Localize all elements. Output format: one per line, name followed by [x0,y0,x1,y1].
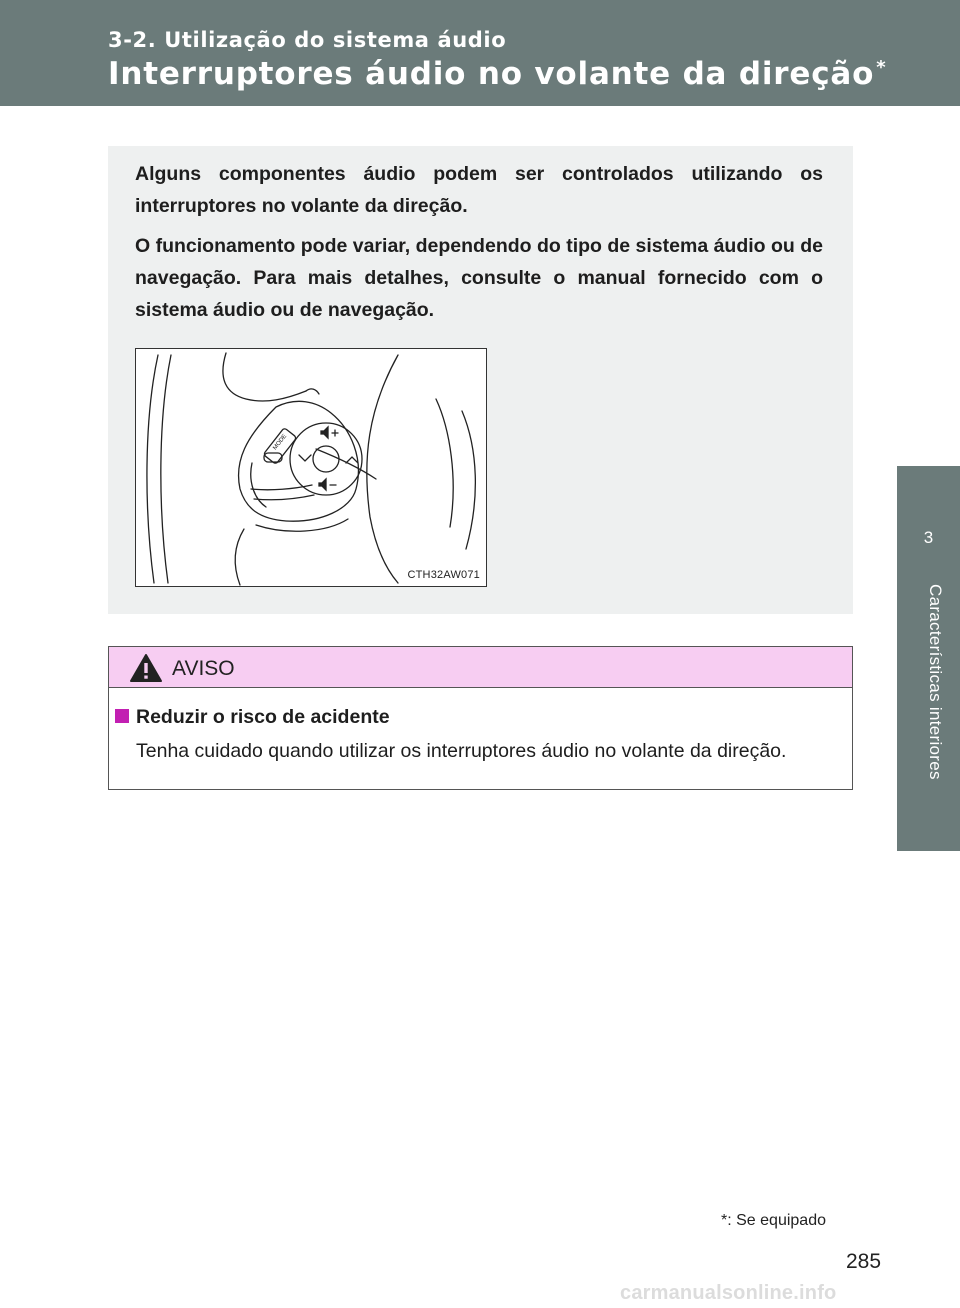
page-title [108,56,886,92]
mode-button-label: MODE [272,433,289,452]
intro-paragraph-2: O funcionamento pode variar, dependendo do tipo de sistema áudio ou de navegação. Para mais detalhes, consulte o manual fornecido com o sistema áudio ou de navegação. [135,235,823,321]
chapter-side-tab [897,466,960,851]
title-asterisk: * [876,56,887,78]
warning-bullet-square [115,709,129,723]
figure-code: CTH32AW071 [407,569,480,581]
footnote [721,1212,826,1230]
chapter-label: Características interiores [926,584,945,780]
warning-item-title: Reduzir o risco de acidente [136,706,390,728]
steering-wheel-drawing [136,349,486,586]
watermark: carmanualsonline.info [620,1282,837,1304]
warning-box [108,646,853,790]
chapter-number: 3 [923,528,934,547]
page-title-text: Interruptores áudio no volante da direção [108,56,875,92]
intro-paragraph-1: Alguns componentes áudio podem ser controlados utilizando os interruptores no volante da direção. [135,163,823,217]
warning-item-text: Tenha cuidado quando utilizar os interruptores áudio no volante da direção. [136,740,787,762]
page-header [0,0,960,106]
intro-box [108,146,853,614]
steering-switch-illustration [135,348,487,587]
footnote-marker: * [721,1212,728,1229]
page-number: 285 [846,1250,882,1273]
warning-label: AVISO [172,657,235,680]
footnote-text: : Se equipado [727,1212,826,1229]
warning-header [109,647,852,688]
warning-triangle-icon [129,653,163,683]
section-label: 3-2. Utilização do sistema áudio [108,28,507,52]
